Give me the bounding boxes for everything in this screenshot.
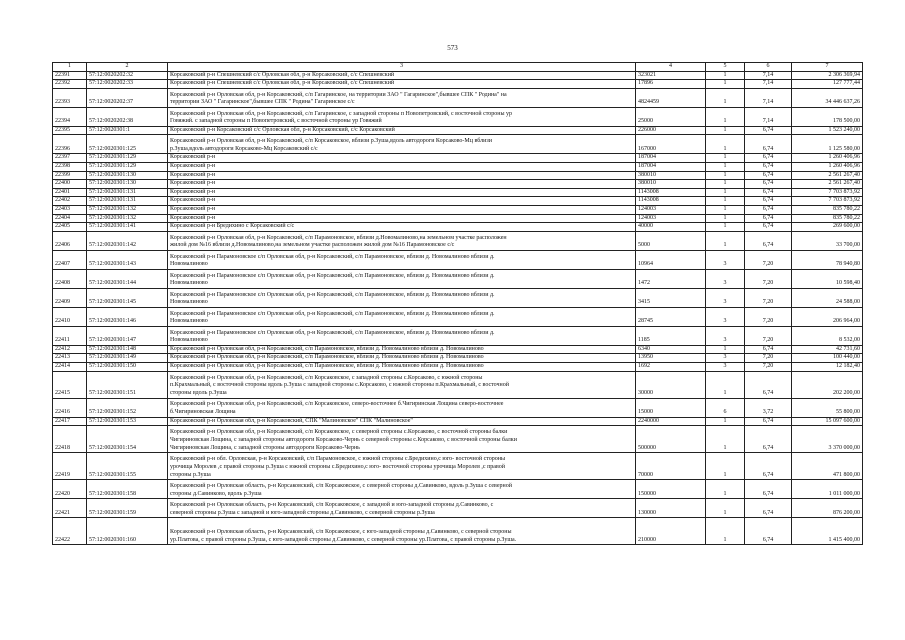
table-row <box>53 345 863 354</box>
location-description: Корсаковский р-н Орловская обл, р-н Корсаковский, с/п Корсаковское, с западной стороны с.Корсаково, с южной стороны п.Крахмальный, с восточной стороны вдоль р.Зуша с западной стороны с.Корсаково, с южной стороны п.Крахмальный, с восточной стороны вдоль р.Зуша <box>168 371 636 398</box>
area-value: 70000 <box>636 453 706 480</box>
class-value: 1 <box>706 426 745 453</box>
class-value: 3 <box>706 250 745 269</box>
cadastral-value: 34 446 637,26 <box>792 88 863 107</box>
cadastral-number: 57:12:0020301:131 <box>87 188 168 197</box>
class-value: 1 <box>706 107 745 126</box>
class-value: 1 <box>706 205 745 214</box>
cadastral-value: 471 800,00 <box>792 453 863 480</box>
cadastral-value: 100 440,00 <box>792 354 863 363</box>
table-row <box>53 223 863 232</box>
class-value: 3 <box>706 354 745 363</box>
class-value: 1 <box>706 71 745 80</box>
class-value: 1 <box>706 371 745 398</box>
rate-value: 6,74 <box>745 453 792 480</box>
cadastral-value: 178 500,00 <box>792 107 863 126</box>
class-value: 1 <box>706 345 745 354</box>
table-row <box>53 417 863 426</box>
cadastral-number: 57:12:0020301:131 <box>87 197 168 206</box>
cadastral-number: 57:12:0020301:142 <box>87 231 168 250</box>
class-value: 1 <box>706 88 745 107</box>
table-row <box>53 499 863 518</box>
table-row <box>53 126 863 135</box>
area-value: 5000 <box>636 231 706 250</box>
rate-value: 7,14 <box>745 107 792 126</box>
record-number: 22399 <box>53 171 87 180</box>
rate-value: 6,74 <box>745 214 792 223</box>
cadastral-number: 57:12:0020202:33 <box>87 80 168 89</box>
area-value: 17896 <box>636 80 706 89</box>
rate-value: 7,14 <box>745 88 792 107</box>
location-description: Корсаковский р-н <box>168 162 636 171</box>
table-row <box>53 214 863 223</box>
record-number: 22415 <box>53 371 87 398</box>
record-number: 22409 <box>53 288 87 307</box>
record-number: 22407 <box>53 250 87 269</box>
cadastral-value: 1 011 000,00 <box>792 480 863 499</box>
area-value: 28745 <box>636 307 706 326</box>
record-number: 22392 <box>53 80 87 89</box>
cadastral-value: 42 731,60 <box>792 345 863 354</box>
table-row <box>53 362 863 371</box>
cadastral-value: 10 598,40 <box>792 269 863 288</box>
table-row <box>53 231 863 250</box>
cadastral-number: 57:12:0020301:129 <box>87 154 168 163</box>
cadastral-number: 57:12:0020301:1 <box>87 126 168 135</box>
class-value: 1 <box>706 417 745 426</box>
column-header: 5 <box>706 63 745 72</box>
cadastral-value: 33 700,00 <box>792 231 863 250</box>
column-header: 6 <box>745 63 792 72</box>
cadastral-value: 876 200,00 <box>792 499 863 518</box>
rate-value: 6,74 <box>745 154 792 163</box>
column-header: 1 <box>53 63 87 72</box>
cadastral-value: 269 600,00 <box>792 223 863 232</box>
land-register-table <box>52 62 863 545</box>
record-number: 22419 <box>53 453 87 480</box>
class-value: 3 <box>706 269 745 288</box>
record-number: 22406 <box>53 231 87 250</box>
cadastral-number: 57:12:0020301:144 <box>87 269 168 288</box>
area-value: 150000 <box>636 480 706 499</box>
cadastral-number: 57:12:0020301:153 <box>87 417 168 426</box>
area-value: 10964 <box>636 250 706 269</box>
cadastral-value: 15 097 600,00 <box>792 417 863 426</box>
table-row <box>53 480 863 499</box>
record-number: 22403 <box>53 205 87 214</box>
table-row <box>53 354 863 363</box>
cadastral-value: 206 964,00 <box>792 307 863 326</box>
cadastral-value: 7 703 873,92 <box>792 188 863 197</box>
cadastral-number: 57:12:0020301:151 <box>87 371 168 398</box>
cadastral-number: 57:12:0020301:158 <box>87 480 168 499</box>
class-value: 1 <box>706 518 745 545</box>
area-value: 380010 <box>636 171 706 180</box>
table-row <box>53 250 863 269</box>
cadastral-value: 127 777,44 <box>792 80 863 89</box>
class-value: 6 <box>706 398 745 417</box>
record-number: 22396 <box>53 135 87 154</box>
location-description: Корсаковский р-н Орловская обл, р-н Корсаковский, с/п Гагаринское, на территории ЗАО " Гагаринское",бывшее СПК " Родина" на территории ЗАО " Гагаринское",бывшее СПК " Родина" Гагаринское с/с <box>168 88 636 107</box>
area-value: 167000 <box>636 135 706 154</box>
class-value: 3 <box>706 326 745 345</box>
cadastral-number: 57:12:0020301:149 <box>87 354 168 363</box>
record-number: 22397 <box>53 154 87 163</box>
rate-value: 6,74 <box>745 171 792 180</box>
location-description: Корсаковский р-н Парамоновское с/п Орловская обл, р-н Корсаковский, с/п Парамоновское, вблизи д. Новомалиново вблизи д. Новомалиново <box>168 269 636 288</box>
class-value: 1 <box>706 180 745 189</box>
class-value: 1 <box>706 171 745 180</box>
area-value: 323021 <box>636 71 706 80</box>
area-value: 6340 <box>636 345 706 354</box>
table-row <box>53 426 863 453</box>
area-value: 1143008 <box>636 188 706 197</box>
column-header: 2 <box>87 63 168 72</box>
class-value: 1 <box>706 197 745 206</box>
cadastral-number: 57:12:0020301:141 <box>87 223 168 232</box>
rate-value: 6,74 <box>745 223 792 232</box>
record-number: 22401 <box>53 188 87 197</box>
location-description: Корсаковский р-н Орловская обл, р-н Корсаковский, с/п Парамоновское, вблизи д. Новомалиново вблизи д. Новомалиново <box>168 362 636 371</box>
page-number: 573 <box>447 44 458 52</box>
location-description: Корсаковский р-н Орловская обл, р-н Корсаковский, с/п Корсаковское, северо-восточнее б.Чигиринская Лощина северо-восточнее б.Чигириновская Лощина <box>168 398 636 417</box>
class-value: 1 <box>706 231 745 250</box>
rate-value: 6,74 <box>745 371 792 398</box>
cadastral-number: 57:12:0020301:132 <box>87 205 168 214</box>
record-number: 22393 <box>53 88 87 107</box>
rate-value: 7,20 <box>745 269 792 288</box>
record-number: 22395 <box>53 126 87 135</box>
area-value: 1472 <box>636 269 706 288</box>
area-value: 2240000 <box>636 417 706 426</box>
rate-value: 6,74 <box>745 197 792 206</box>
location-description: Корсаковский р-н <box>168 188 636 197</box>
rate-value: 7,20 <box>745 362 792 371</box>
record-number: 22402 <box>53 197 87 206</box>
cadastral-value: 55 800,00 <box>792 398 863 417</box>
cadastral-number: 57:12:0020202:38 <box>87 107 168 126</box>
table-row <box>53 135 863 154</box>
table-row <box>53 154 863 163</box>
area-value: 25000 <box>636 107 706 126</box>
class-value: 1 <box>706 162 745 171</box>
area-value: 3415 <box>636 288 706 307</box>
cadastral-value: 8 532,00 <box>792 326 863 345</box>
table-row <box>53 107 863 126</box>
column-header-row <box>53 63 863 72</box>
location-description: Корсаковский р-н Парамоновское с/п Орловская обл, р-н Корсаковский, с/п Парамоновское, вблизи д. Новомалиново вблизи д. Новомалиново <box>168 326 636 345</box>
area-value: 226000 <box>636 126 706 135</box>
table-row <box>53 197 863 206</box>
table-row <box>53 188 863 197</box>
class-value: 1 <box>706 499 745 518</box>
class-value: 1 <box>706 135 745 154</box>
location-description: Корсаковский р-н Орловская обл, р-н Корсаковский, с/п Гагаринское, с западной стороны п Новопетровский, с восточной стороны ур Говяжий. с западной стороны п Новопетровский, с восточной стороны ур Говяжий <box>168 107 636 126</box>
table-row <box>53 288 863 307</box>
area-value: 500000 <box>636 426 706 453</box>
record-number: 22416 <box>53 398 87 417</box>
rate-value: 6,74 <box>745 231 792 250</box>
cadastral-number: 57:12:0020301:159 <box>87 499 168 518</box>
table-row <box>53 88 863 107</box>
cadastral-value: 7 703 873,92 <box>792 197 863 206</box>
location-description: Корсаковский р-н Парамоновское с/п Орловская обл, р-н Корсаковский, с/п Парамоновское, вблизи д. Новомалиново вблизи д. Новомалиново <box>168 307 636 326</box>
location-description: Корсаковский р-н Спешневский с/с Орловская обл, р-н Корсаковский, с/с Спешневский <box>168 80 636 89</box>
area-value: 30000 <box>636 371 706 398</box>
rate-value: 6,74 <box>745 518 792 545</box>
location-description: Корсаковский р-н Орловская обл, р-н Корсаковский, с/п Корсаковское, с северной стороны с.Корсаково, с восточной стороны балки Чигириновская Лощина, с западной стороны автодороги Корсаково-Чернь с северной стороны с.Корсаково, с восточной стороны балки Чигириновская Лощина, с западной стороны автодороги Корсаково-Чернь <box>168 426 636 453</box>
area-value: 187004 <box>636 162 706 171</box>
cadastral-number: 57:12:0020202:32 <box>87 71 168 80</box>
area-value: 1185 <box>636 326 706 345</box>
cadastral-number: 57:12:0020301:147 <box>87 326 168 345</box>
record-number: 22417 <box>53 417 87 426</box>
table-row <box>53 518 863 545</box>
record-number: 22408 <box>53 269 87 288</box>
cadastral-value: 78 940,80 <box>792 250 863 269</box>
rate-value: 6,74 <box>745 188 792 197</box>
cadastral-number: 57:12:0020301:150 <box>87 362 168 371</box>
record-number: 22412 <box>53 345 87 354</box>
location-description: Корсаковский р-н Орловская обл, р-н Корсаковский, с/п Парамоновское, вблизи д. Новомалиново вблизи д. Новомалиново <box>168 354 636 363</box>
record-number: 22421 <box>53 499 87 518</box>
location-description: Корсаковский р-н Орловская обл, р-н Корсаковский, с/п Парамоновское, вблизи д.Новомалиново,на земельном участке расположен жилой дом №16 вблизи д.Новомалиново,на земельном участке расположен жилой дом №16 Парамоновское с/с <box>168 231 636 250</box>
area-value: 4824459 <box>636 88 706 107</box>
cadastral-number: 57:12:0020301:125 <box>87 135 168 154</box>
record-number: 22414 <box>53 362 87 371</box>
location-description: Корсаковский р-н <box>168 171 636 180</box>
record-number: 22413 <box>53 354 87 363</box>
cadastral-value: 1 415 400,00 <box>792 518 863 545</box>
location-description: Корсаковский р-н <box>168 197 636 206</box>
cadastral-value: 12 182,40 <box>792 362 863 371</box>
cadastral-value: 1 260 406,96 <box>792 154 863 163</box>
location-description: Корсаковский р-н Орловская область, р-н Корсаковский, с/п Корсаковское, с юго-западной стороны д.Савинково, с северной стороны ур.Платова, с правой стороны р.Зуша, с юго-западной стороны д.Савинково, с северной стороны ур.Платова, с правой стороны р.Зуша. <box>168 518 636 545</box>
table-row <box>53 71 863 80</box>
record-number: 22422 <box>53 518 87 545</box>
area-value: 1692 <box>636 362 706 371</box>
area-value: 124003 <box>636 205 706 214</box>
table-row <box>53 269 863 288</box>
record-number: 22420 <box>53 480 87 499</box>
cadastral-value: 1 523 240,00 <box>792 126 863 135</box>
class-value: 1 <box>706 214 745 223</box>
cadastral-number: 57:12:0020301:154 <box>87 426 168 453</box>
record-number: 22398 <box>53 162 87 171</box>
class-value: 1 <box>706 223 745 232</box>
class-value: 1 <box>706 453 745 480</box>
area-value: 13950 <box>636 354 706 363</box>
record-number: 22410 <box>53 307 87 326</box>
table-row <box>53 371 863 398</box>
rate-value: 6,74 <box>745 480 792 499</box>
cadastral-value: 1 260 406,96 <box>792 162 863 171</box>
rate-value: 6,74 <box>745 126 792 135</box>
cadastral-value: 202 200,00 <box>792 371 863 398</box>
rate-value: 6,74 <box>745 162 792 171</box>
table-row <box>53 162 863 171</box>
rate-value: 6,74 <box>745 205 792 214</box>
column-header: 3 <box>168 63 636 72</box>
column-header: 4 <box>636 63 706 72</box>
area-value: 187004 <box>636 154 706 163</box>
location-description: Корсаковский р-н Парамоновское с/п Орловская обл, р-н Корсаковский, с/п Парамоновское, вблизи д. Новомалиново вблизи д. Новомалиново <box>168 288 636 307</box>
area-value: 124003 <box>636 214 706 223</box>
cadastral-value: 2 561 267,40 <box>792 180 863 189</box>
record-number: 22418 <box>53 426 87 453</box>
location-description: Корсаковский р-н Орловская обл, р-н Корсаковский, СПК "Малиновское" СПК "Малиновское" <box>168 417 636 426</box>
cadastral-value: 3 370 000,00 <box>792 426 863 453</box>
cadastral-value: 835 780,22 <box>792 205 863 214</box>
table-row <box>53 180 863 189</box>
cadastral-value: 835 780,22 <box>792 214 863 223</box>
record-number: 22394 <box>53 107 87 126</box>
cadastral-number: 57:12:0020301:148 <box>87 345 168 354</box>
rate-value: 7,20 <box>745 250 792 269</box>
record-number: 22405 <box>53 223 87 232</box>
record-number: 22404 <box>53 214 87 223</box>
class-value: 1 <box>706 480 745 499</box>
rate-value: 7,20 <box>745 354 792 363</box>
rate-value: 7,20 <box>745 288 792 307</box>
area-value: 40000 <box>636 223 706 232</box>
location-description: Корсаковский р-н <box>168 180 636 189</box>
cadastral-number: 57:12:0020301:155 <box>87 453 168 480</box>
rate-value: 6,74 <box>745 426 792 453</box>
cadastral-number: 57:12:0020301:145 <box>87 288 168 307</box>
cadastral-number: 57:12:0020301:160 <box>87 518 168 545</box>
area-value: 1143008 <box>636 197 706 206</box>
rate-value: 7,14 <box>745 80 792 89</box>
cadastral-value: 2 561 267,40 <box>792 171 863 180</box>
cadastral-number: 57:12:0020301:130 <box>87 171 168 180</box>
record-number: 22400 <box>53 180 87 189</box>
location-description: Корсаковский р-н Орловская область, р-н Корсаковский, с/п Корсаковское, с северной стороны д.Савинково, вдоль р.Зуша с северной стороны д.Савинково, вдоль р.Зуша <box>168 480 636 499</box>
location-description: Корсаковский р-н <box>168 205 636 214</box>
cadastral-number: 57:12:0020301:143 <box>87 250 168 269</box>
location-description: Корсаковский р-н Корсаковский с/с Орловская обл, р-н Корсаковский, с/с Корсаковский <box>168 126 636 135</box>
class-value: 1 <box>706 126 745 135</box>
cadastral-number: 57:12:0020301:132 <box>87 214 168 223</box>
area-value: 210000 <box>636 518 706 545</box>
class-value: 3 <box>706 307 745 326</box>
location-description: Корсаковский р-н <box>168 214 636 223</box>
location-description: Корсаковский р-н Парамоновское с/п Орловская обл, р-н Корсаковский, с/п Парамоновское, вблизи д. Новомалиново вблизи д. Новомалиново <box>168 250 636 269</box>
record-number: 22391 <box>53 71 87 80</box>
location-description: Корсаковский р-н обл. Орловская, р-н Корсаковский, с/п Парамоновское, с южной стороны с.Бредихино,с юго- восточной стороны урочища Моролев ,с правой стороны р.Зуша с южной стороны с.Бредихино,с юго- восточной стороны урочища Моролев ,с правой стороны р.Зуша <box>168 453 636 480</box>
cadastral-number: 57:12:0020301:130 <box>87 180 168 189</box>
rate-value: 3,72 <box>745 398 792 417</box>
cadastral-number: 57:12:0020301:146 <box>87 307 168 326</box>
table-row <box>53 205 863 214</box>
location-description: Корсаковский р-н Бредихино с Корсаковский с/с <box>168 223 636 232</box>
class-value: 1 <box>706 80 745 89</box>
location-description: Корсаковский р-н Спешневский с/с Орловская обл, р-н Корсаковский, с/с Спешневский <box>168 71 636 80</box>
class-value: 1 <box>706 154 745 163</box>
table-row <box>53 326 863 345</box>
area-value: 380010 <box>636 180 706 189</box>
rate-value: 7,20 <box>745 307 792 326</box>
location-description: Корсаковский р-н Орловская обл, р-н Корсаковский, с/п Корсаковское, вблизи р.Зуша,вдоль автодороги Корсаково-Мц вблизи р.Зуша,вдоль автодороги Корсаково-Мц Корсаковский с/с <box>168 135 636 154</box>
rate-value: 7,14 <box>745 71 792 80</box>
cadastral-number: 57:12:0020301:152 <box>87 398 168 417</box>
table-row <box>53 453 863 480</box>
class-value: 3 <box>706 362 745 371</box>
rate-value: 6,74 <box>745 180 792 189</box>
rate-value: 6,74 <box>745 417 792 426</box>
record-number: 22411 <box>53 326 87 345</box>
rate-value: 6,74 <box>745 345 792 354</box>
class-value: 1 <box>706 188 745 197</box>
cadastral-value: 24 588,00 <box>792 288 863 307</box>
cadastral-number: 57:12:0020202:37 <box>87 88 168 107</box>
table-row <box>53 398 863 417</box>
location-description: Корсаковский р-н <box>168 154 636 163</box>
cadastral-value: 1 125 580,00 <box>792 135 863 154</box>
area-value: 15000 <box>636 398 706 417</box>
rate-value: 6,74 <box>745 499 792 518</box>
cadastral-value: 2 306 369,94 <box>792 71 863 80</box>
table-row <box>53 307 863 326</box>
location-description: Корсаковский р-н Орловская область, р-н Корсаковский, с/п Корсаковское, с западной и юго-западной стороны д.Савинково, с северной стороны р.Зуша с западной и юго-западной стороны д.Савинково, с северной стороны р.Зуша <box>168 499 636 518</box>
cadastral-number: 57:12:0020301:129 <box>87 162 168 171</box>
table-row <box>53 80 863 89</box>
area-value: 130000 <box>636 499 706 518</box>
location-description: Корсаковский р-н Орловская обл, р-н Корсаковский, с/п Парамоновское, вблизи д. Новомалиново вблизи д. Новомалиново <box>168 345 636 354</box>
column-header: 7 <box>792 63 863 72</box>
rate-value: 7,20 <box>745 326 792 345</box>
class-value: 3 <box>706 288 745 307</box>
table-row <box>53 171 863 180</box>
rate-value: 6,74 <box>745 135 792 154</box>
